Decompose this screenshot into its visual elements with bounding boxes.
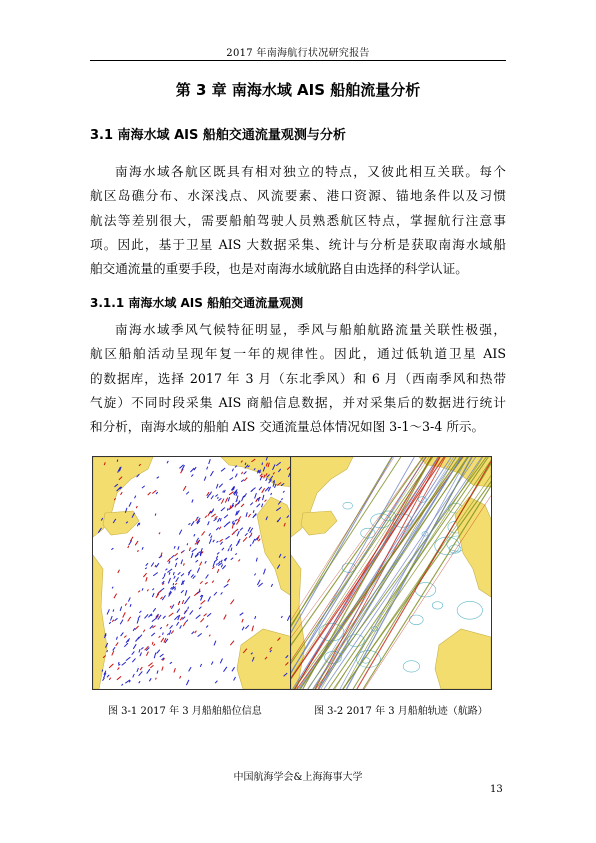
paragraph-intro (90, 160, 506, 281)
paragraph-line: 航区岛礁分布、水深浅点、风流要素、港口资源、锚地条件以及习惯 (90, 188, 506, 204)
paragraph-line: 气旋）不同时段采集 AIS 商船信息数据，并对采集后的数据进行统计 (90, 394, 506, 410)
ship-position-marker (262, 463, 263, 466)
paragraph-line: 和分析，南海水域的船舶 AIS 交通流量总体情况如图 3-1～3-4 所示。 (90, 419, 485, 435)
subsection-heading: 3.1.1 南海水域 AIS 船舶交通流量观测 (90, 296, 304, 310)
ship-position-marker (117, 460, 118, 462)
ship-position-marker (218, 497, 219, 499)
ship-position-marker (173, 583, 174, 585)
header-rule (90, 60, 506, 61)
ship-position-marker (118, 662, 119, 664)
paragraph-line: 航法等差别很大，需要船舶驾驶人员熟悉航区特点，掌握航行注意事 (90, 212, 506, 228)
page-number: 13 (490, 784, 503, 795)
paragraph-line: 的数据库，选择 2017 年 3 月（东北季风）和 6 月（西南季风和热带 (90, 370, 506, 386)
section-heading: 3.1 南海水域 AIS 船舶交通流量观测与分析 (90, 128, 346, 143)
ship-positions-map-image (93, 457, 293, 689)
paragraph-line: 南海水域季风气候特征明显，季风与船舶航路流量关联性极强， (115, 322, 506, 337)
ship-tracks-map-image (291, 457, 491, 689)
paragraph-observation (90, 318, 506, 439)
paragraph-line: 舶交通流量的重要手段，也是对南海水域航路自由选择的科学认证。 (90, 261, 468, 277)
ship-position-marker (138, 550, 139, 552)
ship-position-marker (155, 514, 156, 516)
ship-position-marker (187, 543, 188, 545)
figure-3-1-caption: 图 3-1 2017 年 3 月船舶船位信息 (108, 706, 262, 717)
page-footer: 中国航海学会&上海海事大学 (233, 772, 363, 783)
ship-position-marker (102, 670, 103, 672)
figure-ship-positions-map (92, 456, 294, 690)
ship-position-marker (200, 552, 201, 555)
running-header: 2017 年南海航行状况研究报告 (226, 48, 370, 59)
chapter-title: 第 3 章 南海水域 AIS 船舶流量分析 (175, 81, 421, 99)
ship-position-marker (223, 491, 224, 493)
paragraph-line: 南海水域各航区既具有相对独立的特点，又彼此相互关联。每个 (115, 164, 506, 179)
ship-position-marker (188, 607, 189, 609)
figure-ship-tracks-map (290, 456, 492, 690)
paragraph-line: 项。因此，基于卫星 AIS 大数据采集、统计与分析是获取南海水域船 (90, 236, 506, 252)
ship-position-marker (202, 551, 203, 553)
figure-3-2-caption: 图 3-2 2017 年 3 月船舶轨迹（航路） (314, 706, 488, 717)
ship-position-marker (175, 588, 176, 590)
paragraph-line: 航区船舶活动呈现年复一年的规律性。因此，通过低轨道卫星 AIS (90, 346, 506, 362)
